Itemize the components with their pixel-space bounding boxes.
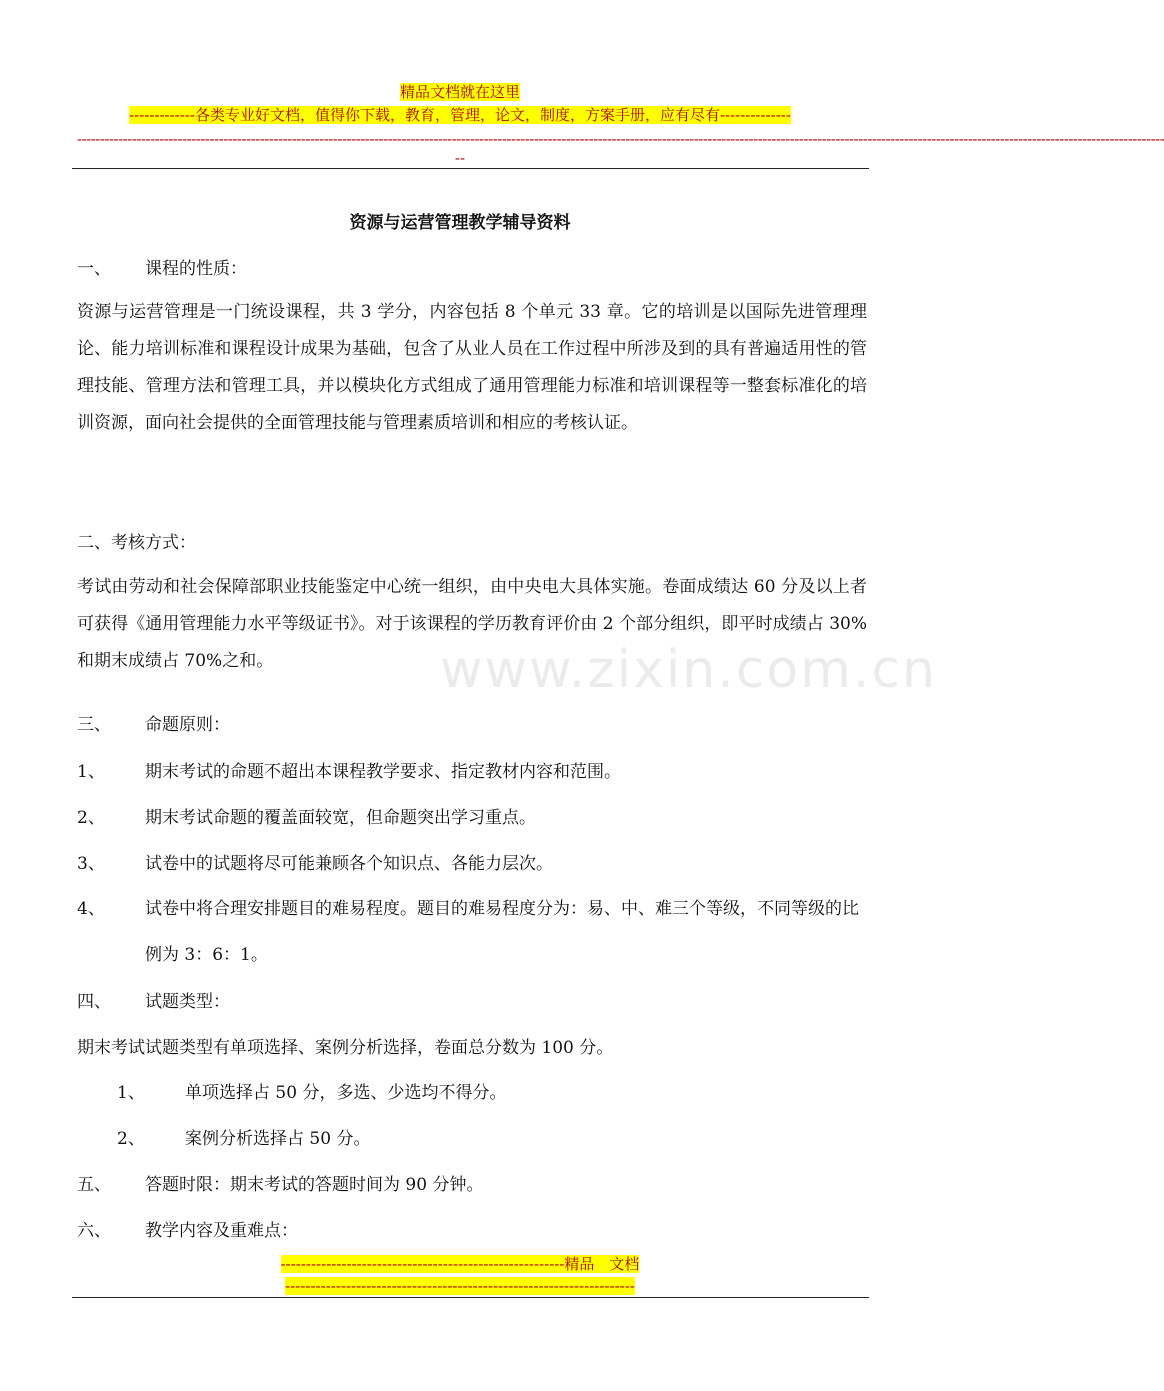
section-6-title: 教学内容及重难点： bbox=[145, 1221, 298, 1241]
header-title-text: 精品文档就在这里 bbox=[399, 83, 520, 101]
footer-banner-line-1 bbox=[0, 1254, 920, 1274]
section-4-number: 四、 bbox=[77, 992, 111, 1012]
header-dash-line: ---------------------------------------------------------------------------------------------------------------------------------------------------------------------------------------------------------------------------------------------- bbox=[77, 130, 1164, 148]
section-1-number: 一、 bbox=[77, 259, 111, 279]
type-item-text: 案例分析选择占 50 分。 bbox=[185, 1129, 371, 1149]
type-item-text: 单项选择占 50 分，多选、少选均不得分。 bbox=[185, 1083, 507, 1103]
type-item-number: 2、 bbox=[117, 1129, 145, 1149]
footer-rule bbox=[72, 1297, 869, 1298]
watermark: www.zixin.com.cn bbox=[440, 640, 937, 700]
footer-line-2-text: --------------------------------------------------------------------- bbox=[285, 1277, 635, 1295]
footer-banner-line-2 bbox=[0, 1276, 920, 1296]
rule-item-text: 期末考试命题的覆盖面较宽，但命题突出学习重点。 bbox=[145, 808, 536, 828]
section-4-title: 试题类型： bbox=[145, 992, 230, 1012]
section-3-number: 三、 bbox=[77, 715, 111, 735]
rule-item-text: 试卷中将合理安排题目的难易程度。题目的难易程度分为：易、中、难三个等级，不同等级的比例为 3：6：1。 bbox=[145, 899, 859, 965]
document-title: 资源与运营管理教学辅导资料 bbox=[349, 213, 571, 233]
header-rule bbox=[72, 168, 869, 169]
rule-item-number: 1、 bbox=[77, 762, 105, 782]
rule-item-number: 4、 bbox=[77, 899, 105, 919]
section-1-title: 课程的性质： bbox=[145, 259, 247, 279]
rule-item-text: 试卷中的试题将尽可能兼顾各个知识点、各能力层次。 bbox=[145, 854, 553, 874]
section-5-title: 答题时限：期末考试的答题时间为 90 分钟。 bbox=[145, 1175, 484, 1195]
section-6-number: 六、 bbox=[77, 1221, 111, 1241]
question-types-paragraph: 期末考试试题类型有单项选择、案例分析选择，卷面总分数为 100 分。 bbox=[77, 1038, 614, 1058]
section-5-number: 五、 bbox=[77, 1175, 111, 1195]
assessment-paragraph: 考试由劳动和社会保障部职业技能鉴定中心统一组织，由中央电大具体实施。卷面成绩达 60 分及以上者可获得《通用管理能力水平等级证书》。对于该课程的学历教育评价由 2 个部分组织，即平时成绩占 30%和期末成绩占 70%之和。 bbox=[77, 577, 867, 671]
type-item-number: 1、 bbox=[117, 1083, 145, 1103]
rule-item-number: 3、 bbox=[77, 854, 105, 874]
rule-item-number: 2、 bbox=[77, 808, 105, 828]
header-dash-tail: -- bbox=[454, 149, 466, 167]
header-tagline-text: -------------各类专业好文档，值得你下载，教育，管理，论文，制度，方案手册，应有尽有-------------- bbox=[129, 106, 791, 124]
course-nature-paragraph: 资源与运营管理是一门统设课程，共 3 学分，内容包括 8 个单元 33 章。它的培训是以国际先进管理理论、能力培训标准和课程设计成果为基础，包含了从业人员在工作过程中所涉及到的具有普遍适用性的管理技能、管理方法和管理工具，并以模块化方式组成了通用管理能力标准和培训课程等一整套标准化的培训资源，面向社会提供的全面管理技能与管理素质培训和相应的考核认证。 bbox=[77, 302, 867, 433]
section-3-title: 命题原则： bbox=[145, 715, 230, 735]
footer-line-1-text: --------------------------------------------------------精品 文档 bbox=[280, 1255, 640, 1273]
rule-item-text: 期末考试的命题不超出本课程教学要求、指定教材内容和范围。 bbox=[145, 762, 621, 782]
section-2-heading: 二、考核方式： bbox=[77, 533, 196, 553]
header-banner-title bbox=[0, 82, 920, 102]
header-banner-tagline bbox=[0, 105, 920, 125]
